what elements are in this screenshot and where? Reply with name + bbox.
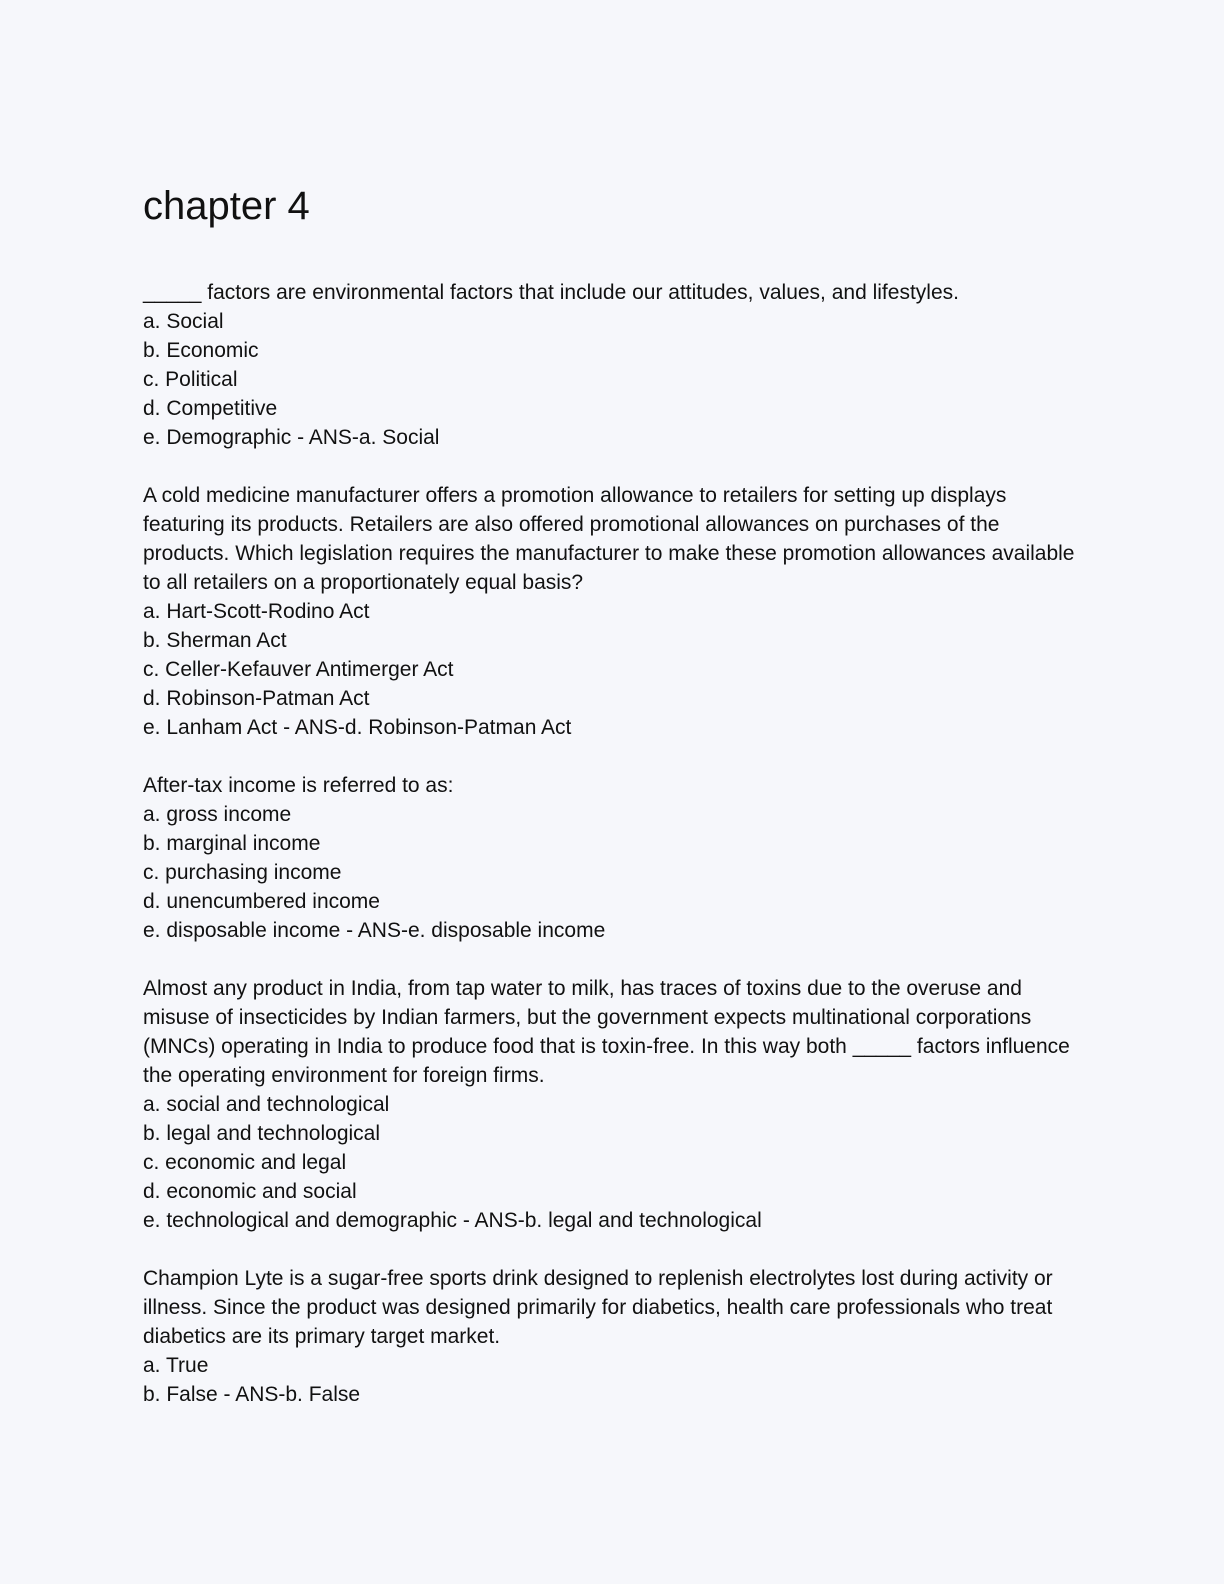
- answer-option: d. Competitive: [143, 397, 278, 420]
- question-block-1: [143, 278, 1083, 452]
- answer-option: d. unencumbered income: [143, 890, 380, 913]
- question-block-5: [143, 1264, 1083, 1409]
- answer-option: d. economic and social: [143, 1180, 357, 1203]
- answer-option: a. True: [143, 1354, 209, 1377]
- answer-option-with-answer: e. Demographic - ANS-a. Social: [143, 426, 440, 449]
- question-text: After-tax income is referred to as:: [143, 774, 454, 797]
- answer-option: b. marginal income: [143, 832, 321, 855]
- question-text: _____ factors are environmental factors that include our attitudes, values, and lifestyles.: [143, 281, 959, 304]
- answer-option: b. legal and technological: [143, 1122, 381, 1145]
- question-block-4: [143, 974, 1083, 1235]
- answer-option: b. Sherman Act: [143, 629, 287, 652]
- document-page: [143, 178, 1083, 1438]
- question-block-2: [143, 481, 1083, 742]
- answer-option: a. social and technological: [143, 1093, 390, 1116]
- answer-option-with-answer: e. disposable income - ANS-e. disposable income: [143, 919, 606, 942]
- question-text: Almost any product in India, from tap water to milk, has traces of toxins due to the overuse and misuse of insecticides by Indian farmers, but the government expects multinational corporations (MNCs) operating in India to produce food that is toxin-free. In this way both _____ factors influence the operating environment for foreign firms.: [143, 977, 1070, 1087]
- question-block-3: [143, 771, 1083, 945]
- answer-option-with-answer: e. technological and demographic - ANS-b. legal and technological: [143, 1209, 762, 1232]
- answer-option: a. Social: [143, 310, 224, 333]
- answer-option: d. Robinson-Patman Act: [143, 687, 370, 710]
- question-text: A cold medicine manufacturer offers a promotion allowance to retailers for setting up displays featuring its products. Retailers are also offered promotional allowances on purchases of the products. Which legislation requires the manufacturer to make these promotion allowances available to all retailers on a proportionately equal basis?: [143, 484, 1075, 594]
- answer-option: c. purchasing income: [143, 861, 342, 884]
- answer-option-with-answer: b. False - ANS-b. False: [143, 1383, 361, 1406]
- answer-option: c. Celler-Kefauver Antimerger Act: [143, 658, 454, 681]
- answer-option: c. economic and legal: [143, 1151, 347, 1174]
- question-text: Champion Lyte is a sugar-free sports drink designed to replenish electrolytes lost during activity or illness. Since the product was designed primarily for diabetics, health care professionals who treat diabetics are its primary target market.: [143, 1267, 1053, 1348]
- page-title: chapter 4: [143, 184, 310, 228]
- answer-option: a. gross income: [143, 803, 292, 826]
- answer-option: c. Political: [143, 368, 238, 391]
- answer-option-with-answer: e. Lanham Act - ANS-d. Robinson-Patman Act: [143, 716, 572, 739]
- answer-option: b. Economic: [143, 339, 259, 362]
- answer-option: a. Hart-Scott-Rodino Act: [143, 600, 370, 623]
